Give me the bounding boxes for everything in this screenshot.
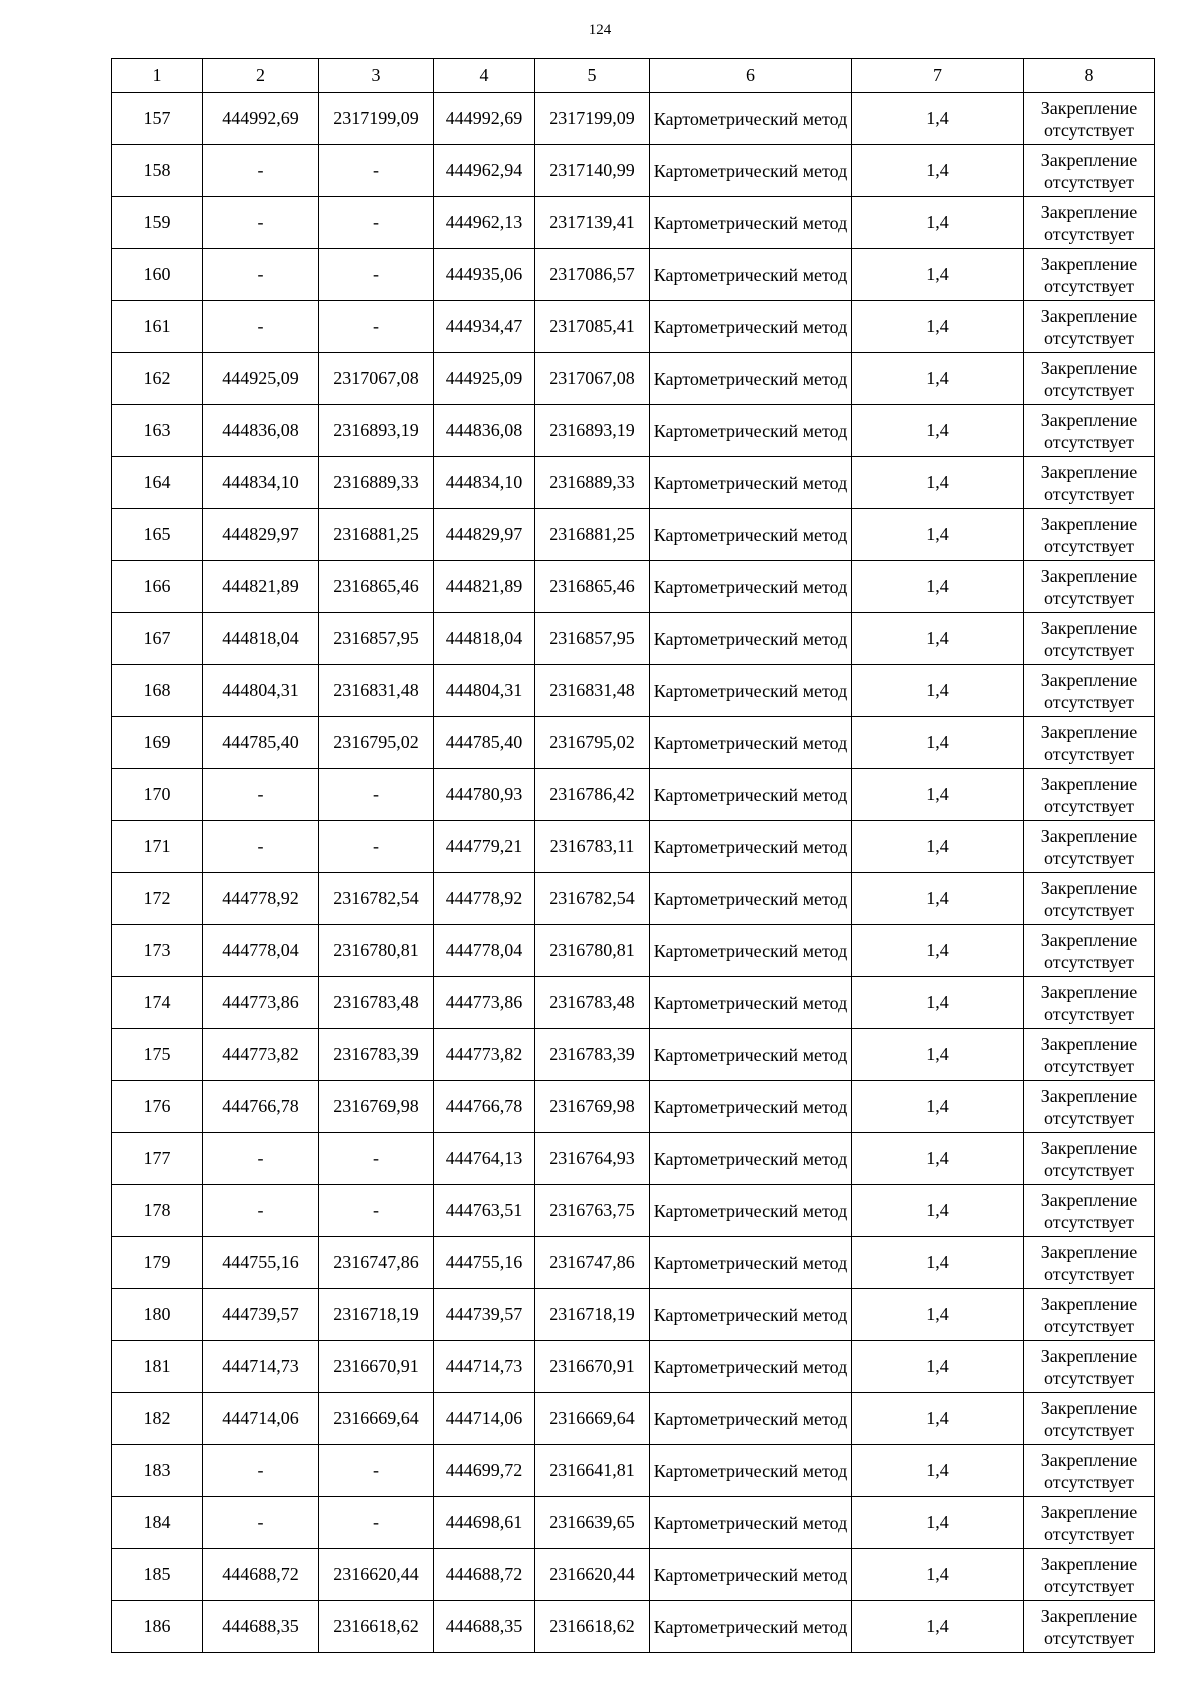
fixation-cell: Закрепление отсутствует (1024, 561, 1155, 613)
method-cell: Картометрический метод (650, 301, 852, 353)
y-new-cell: 2316795,02 (535, 717, 650, 769)
method-cell: Картометрический метод (650, 1549, 852, 1601)
accuracy-cell: 1,4 (852, 925, 1024, 977)
accuracy-cell: 1,4 (852, 977, 1024, 1029)
accuracy-cell: 1,4 (852, 717, 1024, 769)
accuracy-cell: 1,4 (852, 405, 1024, 457)
method-cell: Картометрический метод (650, 665, 852, 717)
y-new-cell: 2316763,75 (535, 1185, 650, 1237)
y-new-cell: 2316831,48 (535, 665, 650, 717)
x-new-cell: 444764,13 (434, 1133, 535, 1185)
point-number-cell: 173 (112, 925, 203, 977)
y-new-cell: 2316764,93 (535, 1133, 650, 1185)
method-cell: Картометрический метод (650, 1393, 852, 1445)
x-existing-cell: 444836,08 (203, 405, 319, 457)
y-new-cell: 2316620,44 (535, 1549, 650, 1601)
column-header: 5 (535, 59, 650, 93)
y-new-cell: 2316641,81 (535, 1445, 650, 1497)
y-existing-cell: 2316857,95 (319, 613, 434, 665)
y-existing-cell: 2316670,91 (319, 1341, 434, 1393)
method-cell: Картометрический метод (650, 1237, 852, 1289)
fixation-cell: Закрепление отсутствует (1024, 457, 1155, 509)
x-new-cell: 444836,08 (434, 405, 535, 457)
x-existing-cell: - (203, 1133, 319, 1185)
method-cell: Картометрический метод (650, 405, 852, 457)
y-new-cell: 2316783,39 (535, 1029, 650, 1081)
method-cell: Картометрический метод (650, 873, 852, 925)
x-existing-cell: - (203, 249, 319, 301)
accuracy-cell: 1,4 (852, 1445, 1024, 1497)
x-new-cell: 444698,61 (434, 1497, 535, 1549)
y-new-cell: 2316670,91 (535, 1341, 650, 1393)
accuracy-cell: 1,4 (852, 613, 1024, 665)
x-new-cell: 444935,06 (434, 249, 535, 301)
point-number-cell: 178 (112, 1185, 203, 1237)
table-row (112, 457, 1155, 509)
x-existing-cell: 444804,31 (203, 665, 319, 717)
table-row (112, 1289, 1155, 1341)
table-row (112, 1029, 1155, 1081)
fixation-cell: Закрепление отсутствует (1024, 1549, 1155, 1601)
y-existing-cell: 2316780,81 (319, 925, 434, 977)
x-new-cell: 444773,82 (434, 1029, 535, 1081)
y-existing-cell: - (319, 1133, 434, 1185)
point-number-cell: 174 (112, 977, 203, 1029)
point-number-cell: 180 (112, 1289, 203, 1341)
y-existing-cell: - (319, 145, 434, 197)
table-row (112, 873, 1155, 925)
column-header: 1 (112, 59, 203, 93)
table-row (112, 1445, 1155, 1497)
x-new-cell: 444773,86 (434, 977, 535, 1029)
method-cell: Картометрический метод (650, 1029, 852, 1081)
y-existing-cell: 2316865,46 (319, 561, 434, 613)
point-number-cell: 167 (112, 613, 203, 665)
table-row (112, 1237, 1155, 1289)
accuracy-cell: 1,4 (852, 1497, 1024, 1549)
accuracy-cell: 1,4 (852, 457, 1024, 509)
fixation-cell: Закрепление отсутствует (1024, 873, 1155, 925)
y-new-cell: 2317199,09 (535, 93, 650, 145)
fixation-cell: Закрепление отсутствует (1024, 1341, 1155, 1393)
accuracy-cell: 1,4 (852, 1029, 1024, 1081)
y-existing-cell: - (319, 301, 434, 353)
table-row (112, 145, 1155, 197)
column-header: 7 (852, 59, 1024, 93)
fixation-cell: Закрепление отсутствует (1024, 665, 1155, 717)
y-existing-cell: 2316783,48 (319, 977, 434, 1029)
y-new-cell: 2317140,99 (535, 145, 650, 197)
y-new-cell: 2316865,46 (535, 561, 650, 613)
y-new-cell: 2316718,19 (535, 1289, 650, 1341)
method-cell: Картометрический метод (650, 717, 852, 769)
x-new-cell: 444804,31 (434, 665, 535, 717)
x-existing-cell: 444818,04 (203, 613, 319, 665)
method-cell: Картометрический метод (650, 249, 852, 301)
y-existing-cell: - (319, 197, 434, 249)
y-new-cell: 2317085,41 (535, 301, 650, 353)
point-number-cell: 177 (112, 1133, 203, 1185)
x-new-cell: 444778,04 (434, 925, 535, 977)
table-row (112, 301, 1155, 353)
y-new-cell: 2317086,57 (535, 249, 650, 301)
method-cell: Картометрический метод (650, 1601, 852, 1653)
point-number-cell: 163 (112, 405, 203, 457)
table-row (112, 1133, 1155, 1185)
fixation-cell: Закрепление отсутствует (1024, 249, 1155, 301)
y-existing-cell: - (319, 769, 434, 821)
method-cell: Картометрический метод (650, 509, 852, 561)
x-existing-cell: - (203, 1185, 319, 1237)
y-existing-cell: 2316747,86 (319, 1237, 434, 1289)
table-row (112, 925, 1155, 977)
method-cell: Картометрический метод (650, 145, 852, 197)
fixation-cell: Закрепление отсутствует (1024, 925, 1155, 977)
accuracy-cell: 1,4 (852, 1133, 1024, 1185)
method-cell: Картометрический метод (650, 1341, 852, 1393)
y-new-cell: 2316893,19 (535, 405, 650, 457)
x-existing-cell: - (203, 1445, 319, 1497)
y-new-cell: 2316769,98 (535, 1081, 650, 1133)
x-existing-cell: 444755,16 (203, 1237, 319, 1289)
x-existing-cell: 444925,09 (203, 353, 319, 405)
column-header: 4 (434, 59, 535, 93)
x-new-cell: 444780,93 (434, 769, 535, 821)
table-row (112, 1341, 1155, 1393)
x-existing-cell: 444778,04 (203, 925, 319, 977)
point-number-cell: 169 (112, 717, 203, 769)
fixation-cell: Закрепление отсутствует (1024, 769, 1155, 821)
x-new-cell: 444992,69 (434, 93, 535, 145)
x-new-cell: 444699,72 (434, 1445, 535, 1497)
table-row (112, 1185, 1155, 1237)
method-cell: Картометрический метод (650, 353, 852, 405)
x-existing-cell: - (203, 301, 319, 353)
y-existing-cell: 2316893,19 (319, 405, 434, 457)
fixation-cell: Закрепление отсутствует (1024, 301, 1155, 353)
point-number-cell: 159 (112, 197, 203, 249)
accuracy-cell: 1,4 (852, 1549, 1024, 1601)
method-cell: Картометрический метод (650, 769, 852, 821)
y-new-cell: 2316669,64 (535, 1393, 650, 1445)
accuracy-cell: 1,4 (852, 769, 1024, 821)
point-number-cell: 181 (112, 1341, 203, 1393)
x-new-cell: 444714,73 (434, 1341, 535, 1393)
method-cell: Картометрический метод (650, 93, 852, 145)
fixation-cell: Закрепление отсутствует (1024, 717, 1155, 769)
method-cell: Картометрический метод (650, 1081, 852, 1133)
x-new-cell: 444818,04 (434, 613, 535, 665)
table-row (112, 769, 1155, 821)
method-cell: Картометрический метод (650, 1133, 852, 1185)
x-existing-cell: 444773,86 (203, 977, 319, 1029)
point-number-cell: 158 (112, 145, 203, 197)
method-cell: Картометрический метод (650, 925, 852, 977)
fixation-cell: Закрепление отсутствует (1024, 1133, 1155, 1185)
method-cell: Картометрический метод (650, 613, 852, 665)
table-row (112, 665, 1155, 717)
x-existing-cell: 444766,78 (203, 1081, 319, 1133)
column-header: 3 (319, 59, 434, 93)
point-number-cell: 162 (112, 353, 203, 405)
x-existing-cell: 444778,92 (203, 873, 319, 925)
accuracy-cell: 1,4 (852, 821, 1024, 873)
x-new-cell: 444688,72 (434, 1549, 535, 1601)
accuracy-cell: 1,4 (852, 1081, 1024, 1133)
x-existing-cell: 444992,69 (203, 93, 319, 145)
fixation-cell: Закрепление отсутствует (1024, 1497, 1155, 1549)
x-new-cell: 444962,94 (434, 145, 535, 197)
point-number-cell: 168 (112, 665, 203, 717)
point-number-cell: 171 (112, 821, 203, 873)
accuracy-cell: 1,4 (852, 873, 1024, 925)
x-existing-cell: 444821,89 (203, 561, 319, 613)
fixation-cell: Закрепление отсутствует (1024, 1029, 1155, 1081)
y-new-cell: 2316782,54 (535, 873, 650, 925)
point-number-cell: 185 (112, 1549, 203, 1601)
fixation-cell: Закрепление отсутствует (1024, 145, 1155, 197)
x-new-cell: 444962,13 (434, 197, 535, 249)
y-new-cell: 2316618,62 (535, 1601, 650, 1653)
table-row (112, 93, 1155, 145)
accuracy-cell: 1,4 (852, 249, 1024, 301)
fixation-cell: Закрепление отсутствует (1024, 1289, 1155, 1341)
fixation-cell: Закрепление отсутствует (1024, 509, 1155, 561)
y-existing-cell: 2316769,98 (319, 1081, 434, 1133)
x-existing-cell: 444688,35 (203, 1601, 319, 1653)
y-existing-cell: 2317199,09 (319, 93, 434, 145)
point-number-cell: 161 (112, 301, 203, 353)
x-new-cell: 444779,21 (434, 821, 535, 873)
fixation-cell: Закрепление отсутствует (1024, 1237, 1155, 1289)
x-new-cell: 444834,10 (434, 457, 535, 509)
fixation-cell: Закрепление отсутствует (1024, 1185, 1155, 1237)
x-existing-cell: 444739,57 (203, 1289, 319, 1341)
accuracy-cell: 1,4 (852, 561, 1024, 613)
x-existing-cell: 444773,82 (203, 1029, 319, 1081)
y-new-cell: 2317139,41 (535, 197, 650, 249)
method-cell: Картометрический метод (650, 197, 852, 249)
table-row (112, 561, 1155, 613)
x-new-cell: 444829,97 (434, 509, 535, 561)
x-new-cell: 444688,35 (434, 1601, 535, 1653)
method-cell: Картометрический метод (650, 561, 852, 613)
y-new-cell: 2316881,25 (535, 509, 650, 561)
point-number-cell: 183 (112, 1445, 203, 1497)
accuracy-cell: 1,4 (852, 1185, 1024, 1237)
accuracy-cell: 1,4 (852, 145, 1024, 197)
table-row (112, 249, 1155, 301)
x-new-cell: 444925,09 (434, 353, 535, 405)
y-new-cell: 2316857,95 (535, 613, 650, 665)
x-existing-cell: - (203, 197, 319, 249)
x-existing-cell: 444829,97 (203, 509, 319, 561)
fixation-cell: Закрепление отсутствует (1024, 1393, 1155, 1445)
x-existing-cell: 444688,72 (203, 1549, 319, 1601)
column-header: 2 (203, 59, 319, 93)
column-header: 6 (650, 59, 852, 93)
accuracy-cell: 1,4 (852, 1237, 1024, 1289)
accuracy-cell: 1,4 (852, 665, 1024, 717)
point-number-cell: 182 (112, 1393, 203, 1445)
point-number-cell: 166 (112, 561, 203, 613)
table-row (112, 1549, 1155, 1601)
table-row (112, 197, 1155, 249)
fixation-cell: Закрепление отсутствует (1024, 93, 1155, 145)
x-new-cell: 444739,57 (434, 1289, 535, 1341)
point-number-cell: 175 (112, 1029, 203, 1081)
table-header (112, 59, 1155, 93)
fixation-cell: Закрепление отсутствует (1024, 977, 1155, 1029)
table-row (112, 1081, 1155, 1133)
y-existing-cell: 2316889,33 (319, 457, 434, 509)
y-new-cell: 2316783,48 (535, 977, 650, 1029)
x-existing-cell: 444785,40 (203, 717, 319, 769)
fixation-cell: Закрепление отсутствует (1024, 353, 1155, 405)
y-existing-cell: 2316795,02 (319, 717, 434, 769)
y-new-cell: 2316889,33 (535, 457, 650, 509)
page-number: 124 (588, 22, 612, 38)
y-existing-cell: - (319, 1497, 434, 1549)
fixation-cell: Закрепление отсутствует (1024, 1601, 1155, 1653)
x-new-cell: 444785,40 (434, 717, 535, 769)
y-new-cell: 2316780,81 (535, 925, 650, 977)
y-existing-cell: 2316718,19 (319, 1289, 434, 1341)
method-cell: Картометрический метод (650, 1289, 852, 1341)
method-cell: Картометрический метод (650, 977, 852, 1029)
x-new-cell: 444821,89 (434, 561, 535, 613)
y-existing-cell: - (319, 821, 434, 873)
y-existing-cell: - (319, 1445, 434, 1497)
point-number-cell: 157 (112, 93, 203, 145)
accuracy-cell: 1,4 (852, 353, 1024, 405)
point-number-cell: 186 (112, 1601, 203, 1653)
x-new-cell: 444755,16 (434, 1237, 535, 1289)
coordinates-table (111, 58, 1155, 1653)
x-existing-cell: - (203, 821, 319, 873)
table-row (112, 353, 1155, 405)
x-new-cell: 444763,51 (434, 1185, 535, 1237)
column-header: 8 (1024, 59, 1155, 93)
fixation-cell: Закрепление отсутствует (1024, 197, 1155, 249)
x-new-cell: 444934,47 (434, 301, 535, 353)
fixation-cell: Закрепление отсутствует (1024, 405, 1155, 457)
method-cell: Картометрический метод (650, 821, 852, 873)
method-cell: Картометрический метод (650, 1185, 852, 1237)
table-row (112, 821, 1155, 873)
accuracy-cell: 1,4 (852, 197, 1024, 249)
accuracy-cell: 1,4 (852, 93, 1024, 145)
accuracy-cell: 1,4 (852, 1601, 1024, 1653)
y-existing-cell: 2316783,39 (319, 1029, 434, 1081)
table-row (112, 1497, 1155, 1549)
x-existing-cell: 444834,10 (203, 457, 319, 509)
y-existing-cell: - (319, 249, 434, 301)
method-cell: Картометрический метод (650, 457, 852, 509)
y-existing-cell: 2316881,25 (319, 509, 434, 561)
point-number-cell: 179 (112, 1237, 203, 1289)
y-existing-cell: 2316782,54 (319, 873, 434, 925)
point-number-cell: 176 (112, 1081, 203, 1133)
y-new-cell: 2316639,65 (535, 1497, 650, 1549)
y-existing-cell: 2316620,44 (319, 1549, 434, 1601)
table-row (112, 717, 1155, 769)
table-body (112, 93, 1155, 1653)
y-new-cell: 2317067,08 (535, 353, 650, 405)
accuracy-cell: 1,4 (852, 1289, 1024, 1341)
accuracy-cell: 1,4 (852, 301, 1024, 353)
x-new-cell: 444778,92 (434, 873, 535, 925)
table-row (112, 1601, 1155, 1653)
table-row (112, 405, 1155, 457)
accuracy-cell: 1,4 (852, 509, 1024, 561)
y-existing-cell: 2316831,48 (319, 665, 434, 717)
header-row (112, 59, 1155, 93)
point-number-cell: 172 (112, 873, 203, 925)
table-row (112, 613, 1155, 665)
table-row (112, 509, 1155, 561)
accuracy-cell: 1,4 (852, 1341, 1024, 1393)
x-new-cell: 444714,06 (434, 1393, 535, 1445)
method-cell: Картометрический метод (650, 1445, 852, 1497)
fixation-cell: Закрепление отсутствует (1024, 1445, 1155, 1497)
y-existing-cell: 2317067,08 (319, 353, 434, 405)
point-number-cell: 164 (112, 457, 203, 509)
point-number-cell: 170 (112, 769, 203, 821)
accuracy-cell: 1,4 (852, 1393, 1024, 1445)
y-existing-cell: - (319, 1185, 434, 1237)
y-existing-cell: 2316618,62 (319, 1601, 434, 1653)
table-row (112, 1393, 1155, 1445)
point-number-cell: 184 (112, 1497, 203, 1549)
y-existing-cell: 2316669,64 (319, 1393, 434, 1445)
x-existing-cell: 444714,06 (203, 1393, 319, 1445)
y-new-cell: 2316786,42 (535, 769, 650, 821)
point-number-cell: 165 (112, 509, 203, 561)
fixation-cell: Закрепление отсутствует (1024, 613, 1155, 665)
table-row (112, 977, 1155, 1029)
x-existing-cell: - (203, 1497, 319, 1549)
x-existing-cell: 444714,73 (203, 1341, 319, 1393)
x-new-cell: 444766,78 (434, 1081, 535, 1133)
x-existing-cell: - (203, 145, 319, 197)
y-new-cell: 2316747,86 (535, 1237, 650, 1289)
fixation-cell: Закрепление отсутствует (1024, 821, 1155, 873)
y-new-cell: 2316783,11 (535, 821, 650, 873)
x-existing-cell: - (203, 769, 319, 821)
fixation-cell: Закрепление отсутствует (1024, 1081, 1155, 1133)
method-cell: Картометрический метод (650, 1497, 852, 1549)
point-number-cell: 160 (112, 249, 203, 301)
